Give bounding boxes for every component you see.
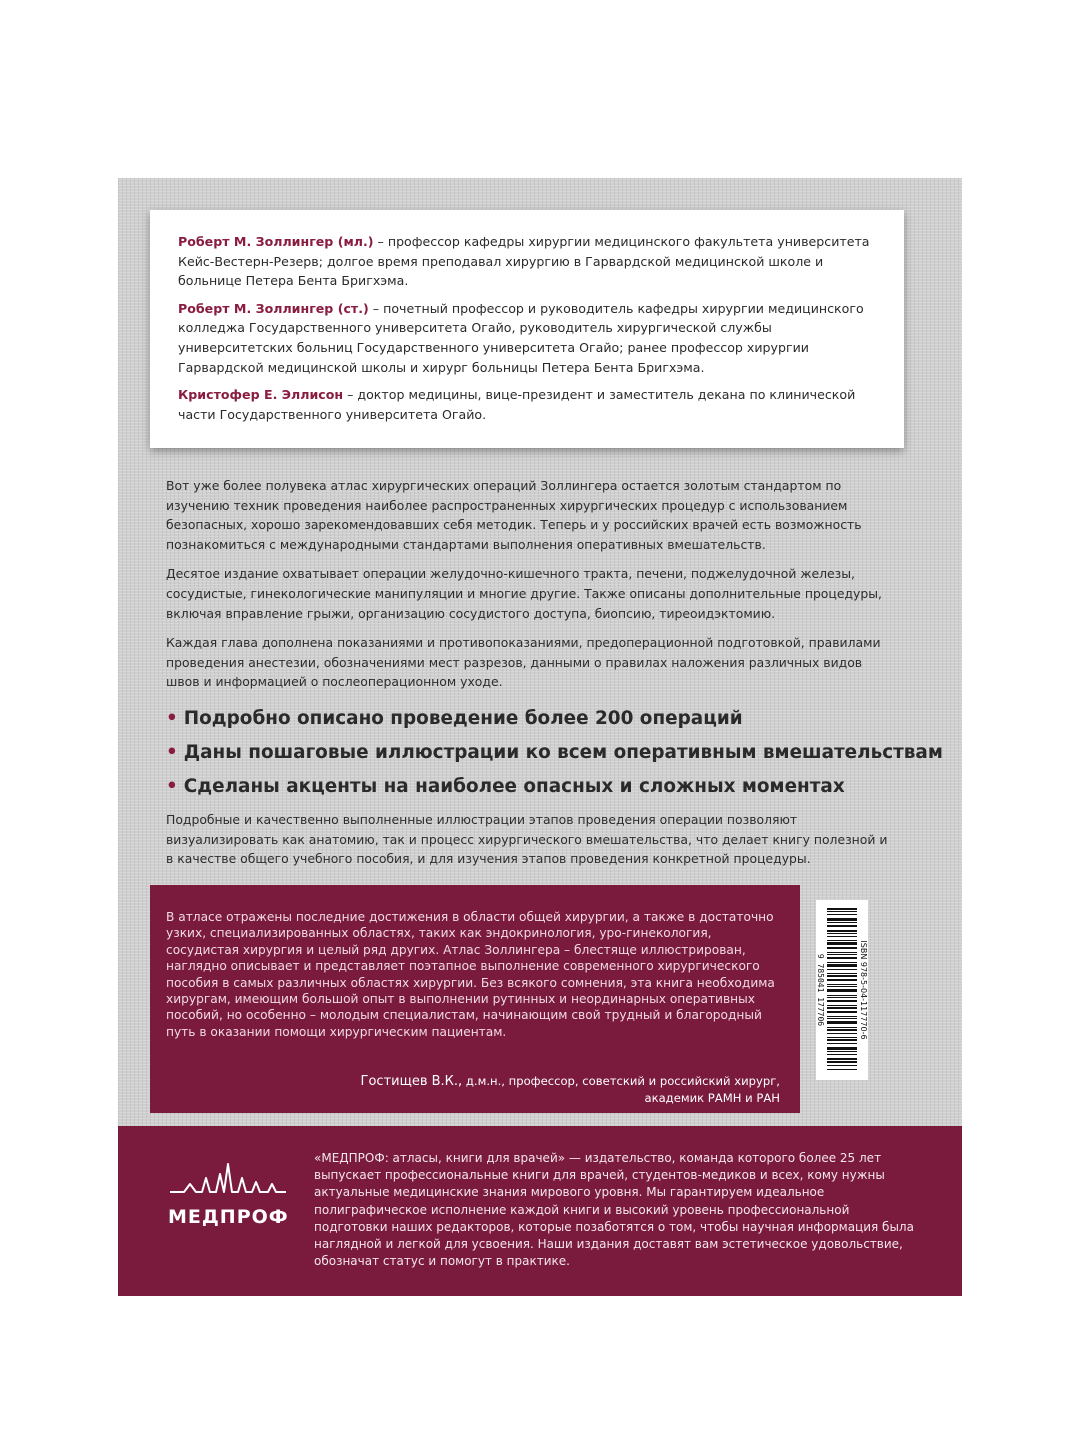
review-quote-text: В атласе отражены последние достижения в области общей хирургии, а также в достаточно узких, специализированных областях, таких как эндокринология, уро-гинекология, сосудистая хирургия и целый ряд других. Атлас Золлингера – блестяще иллюстрирован, наглядно описывает и представляет поэтапное выполнение современного хирургического пособия в самых различных областях хирургии. Без всякого сомнения, эта книга необходима хирургам, имеющим большой опыт в выполнении рутинных и неординарных оперативных пособий, но особенно – молодым специалистам, начинающим свой трудный и благородный путь в оказании помощи хирургическим пациентам. [166,910,775,1039]
closing-block [166,810,896,879]
barcode-bar [827,964,857,967]
feature-item: • Подробно описано проведение более 200 операций [166,708,743,729]
logo-text: МЕДПРОФ [168,1206,289,1228]
reviewer-title: д.м.н., профессор, советский и российский хирург, [462,1074,780,1088]
barcode-bar [827,1047,857,1050]
barcode-bar [827,1018,857,1019]
paragraph-3: Каждая глава дополнена показаниями и противопоказаниями, предоперационной подготовкой, правилами проведения анестезии, обозначениями мест разрезов, данными о правилах наложения различных видов швов и информацией о послеоперационном уходе. [166,635,881,690]
barcode-bar [827,930,857,932]
barcode-bar [827,952,857,953]
barcode-bar [827,1058,857,1060]
book-back-cover [118,178,962,1296]
barcode-bar [827,947,857,949]
feature-item: • Сделаны акценты на наиболее опасных и сложных моментах [166,776,845,797]
reviewer-title-2: академик РАМН и РАН [644,1091,780,1105]
barcode-bar [827,979,857,981]
barcode-bar [827,940,857,941]
author-bio: – почетный профессор и руководитель кафедры хирургии медицинского колледжа Государственного университета Огайо, руководитель хирургической службы университетских больниц Государственного университета Огайо; ранее профессор хирургии Гарвардской медицинской школы и хирург больницы Петера Бента Бригхэма. [178,300,864,375]
review-quote-signature [260,1073,780,1107]
barcode-bar [827,954,857,955]
author-2 [178,299,874,377]
description-block [166,476,896,702]
barcode-bar [827,989,857,992]
barcode-bar [827,1005,857,1006]
barcode-bar [827,1039,857,1041]
barcode-bar [827,1016,857,1017]
barcode-bar [827,957,857,959]
author-bio: – доктор медицины, вице-президент и заместитель декана по клинической части Государственного университета Огайо. [178,387,856,422]
isbn-label: ISBN 978-5-04-117770-6 [859,940,868,1040]
review-quote-box [150,885,800,1113]
feature-item: • Даны пошаговые иллюстрации ко всем оперативным вмешательствам [166,742,943,763]
feature-list [166,702,943,804]
author-3 [178,385,874,424]
barcode-bar [827,908,857,910]
barcode-bar [827,1061,857,1063]
author-name: Роберт М. Золлингер (мл.) [178,234,374,249]
barcode-bar [827,969,857,970]
publisher-logo [168,1156,288,1228]
barcode-bar [827,995,857,996]
barcode-bar [827,1011,857,1013]
bullet-icon: • [166,708,178,729]
barcode-bar [827,1043,857,1044]
barcode-icon [827,908,857,1072]
barcode-bar [827,911,857,912]
reviewer-name: Гостищев В.К., [360,1074,463,1089]
barcode-bar [827,1069,857,1070]
author-1 [178,232,874,291]
barcode-bar [827,962,857,963]
barcode-bar [827,1007,857,1009]
publisher-band [118,1126,962,1296]
author-bio: – профессор кафедры хирургии медицинского факультета университета Кейс-Вестерн-Резерв; долгое время преподавал хирургию в Гарвардской медицинской школе и больнице Петера Бента Бригхэма. [178,234,870,289]
barcode-bar [827,1033,857,1034]
closing-paragraph: Подробные и качественно выполненные иллюстрации этапов проведения операции позволяют визуализировать как анатомию, так и процесс хирургического вмешательства, что делает книгу полезной и в качестве общего учебного пособия, и для изучения этапов проведения конкретной процедуры. [166,812,888,867]
barcode-bar [827,973,857,974]
isbn-barcode [816,900,868,1080]
barcode-bar [827,942,857,945]
isbn-digits: 9 785041 177706 [816,953,825,1027]
barcode-bar [827,986,857,987]
paragraph-2: Десятое издание охватывает операции желудочно-кишечного тракта, печени, поджелудочной железы, сосудистые, гинекологические манипуляции и многие другие. Также описаны дополнительные процедуры, включая вправление грыжи, организацию сосудистого доступа, биопсию, тиреоидэктомию. [166,566,882,621]
barcode-bar [827,936,857,937]
barcode-bar [827,933,857,934]
barcode-bar [827,922,857,923]
barcode-bar [827,1054,857,1055]
skyline-logo-icon [168,1156,288,1200]
author-name: Кристофер Е. Эллисон [178,387,344,403]
barcode-bar [827,1037,857,1038]
barcode-bar [827,1051,857,1052]
publisher-description: «МЕДПРОФ: атласы, книги для врачей» — издательство, команда которого более 25 лет выпускает профессиональные книги для врачей, студентов-медиков и всех, кому нужны актуальные медицинские знания мирового уровня. Мы гарантируем идеальное полиграфическое исполнение каждой книги и высокий уровень профессиональной подготовки наших редакторов, которые позаботятся о том, чтобы научная информация была наглядной и легкой для усвоения. Наши издания доставят вам эстетическое удовольствие, обозначат статус и помогут в практике. [314,1151,914,1269]
barcode-bar [827,997,857,998]
barcode-bar [827,925,857,927]
barcode-bar [827,918,857,921]
barcode-bar [827,1065,857,1066]
bullet-icon: • [166,776,178,797]
barcode-bar [827,1029,857,1031]
bullet-icon: • [166,742,178,763]
barcode-bar [827,914,857,915]
barcode-bar [827,1027,857,1028]
barcode-bar [827,984,857,985]
authors-box [150,210,904,448]
paragraph-1: Вот уже более полувека атлас хирургических операций Золлингера остается золотым стандартом по изучению техник проведения наиболее распространенных хирургических процедур с использованием безопасных, хорошо зарекомендовавших себя методик. Теперь и у российских врачей есть возможность познакомиться с международными стандартами выполнения оперативных вмешательств. [166,478,862,552]
barcode-bar [827,1000,857,1002]
barcode-bar [827,1021,857,1024]
barcode-bar [827,975,857,977]
author-name: Роберт М. Золлингер (ст.) [178,300,369,316]
